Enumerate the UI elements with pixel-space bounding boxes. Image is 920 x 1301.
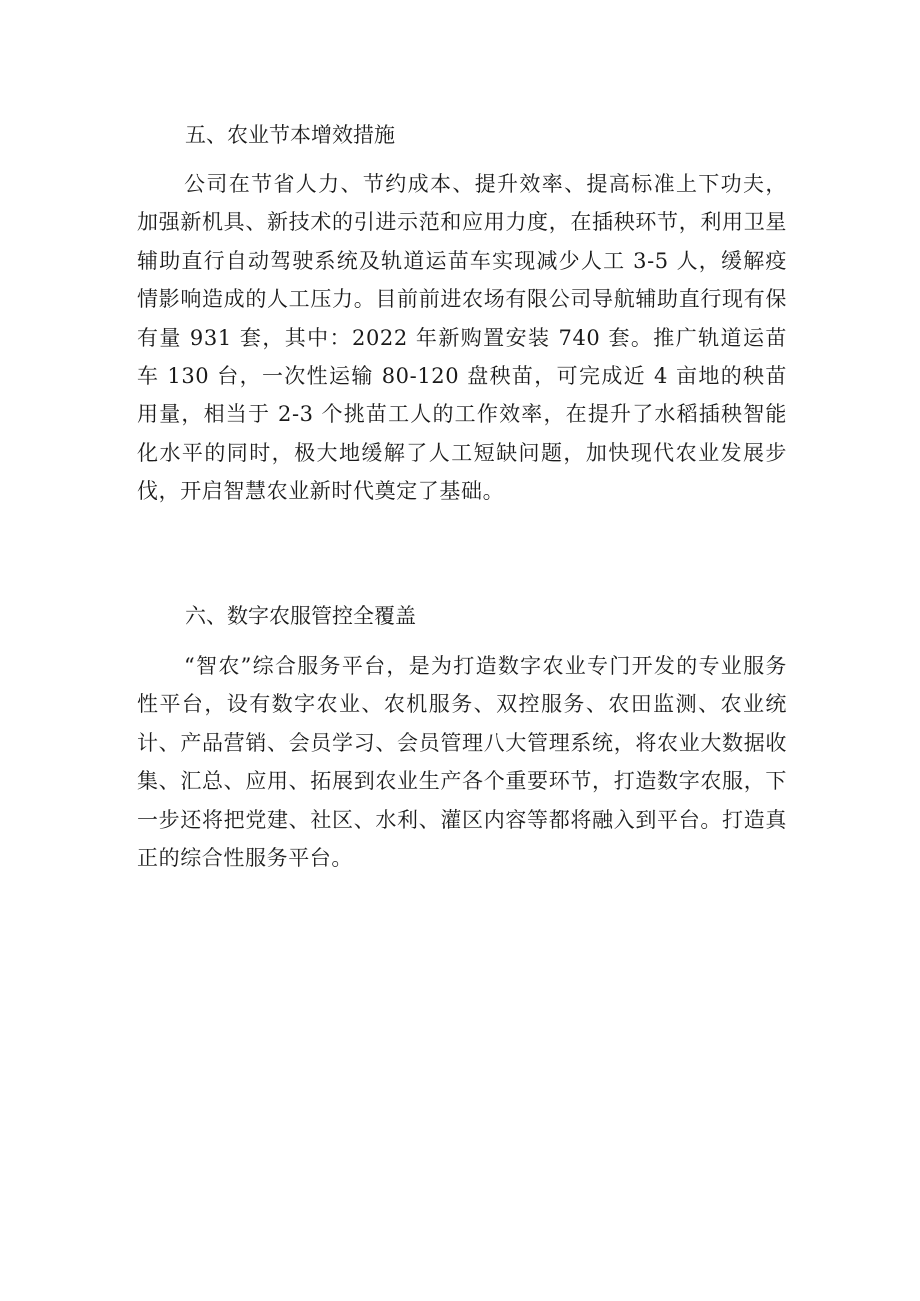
section-5-paragraph: 公司在节省人力、节约成本、提升效率、提高标准上下功夫，加强新机具、新技术的引进示范和应用力度，在插秧环节，利用卫星辅助直行自动驾驶系统及轨道运苗车实现减少人工 3-5 人，缓解疫情影响造成的人工压力。目前前进农场有限公司导航辅助直行现有保有量 931 套，其中：2022 年新购置安装 740 套。推广轨道运苗车 130 台，一次性运输 80-120 盘秧苗，可完成近 4 亩地的秧苗用量，相当于 2-3 个挑苗工人的工作效率，在提升了水稻插秧智能化水平的同时，极大地缓解了人工短缺问题，加快现代农业发展步伐，开启智慧农业新时代奠定了基础。 [137, 172, 787, 504]
section-6-heading: 六、数字农服管控全覆盖 [185, 604, 416, 628]
section-6-paragraph: “智农”综合服务平台，是为打造数字农业专门开发的专业服务性平台，设有数字农业、农机服务、双控服务、农田监测、农业统计、产品营销、会员学习、会员管理八大管理系统，将农业大数据收集、汇总、应用、拓展到农业生产各个重要环节，打造数字农服，下一步还将把党建、社区、水利、灌区内容等都将融入到平台。打造真正的综合性服务平台。 [137, 654, 787, 871]
section-5-heading: 五、农业节本增效措施 [185, 123, 395, 147]
